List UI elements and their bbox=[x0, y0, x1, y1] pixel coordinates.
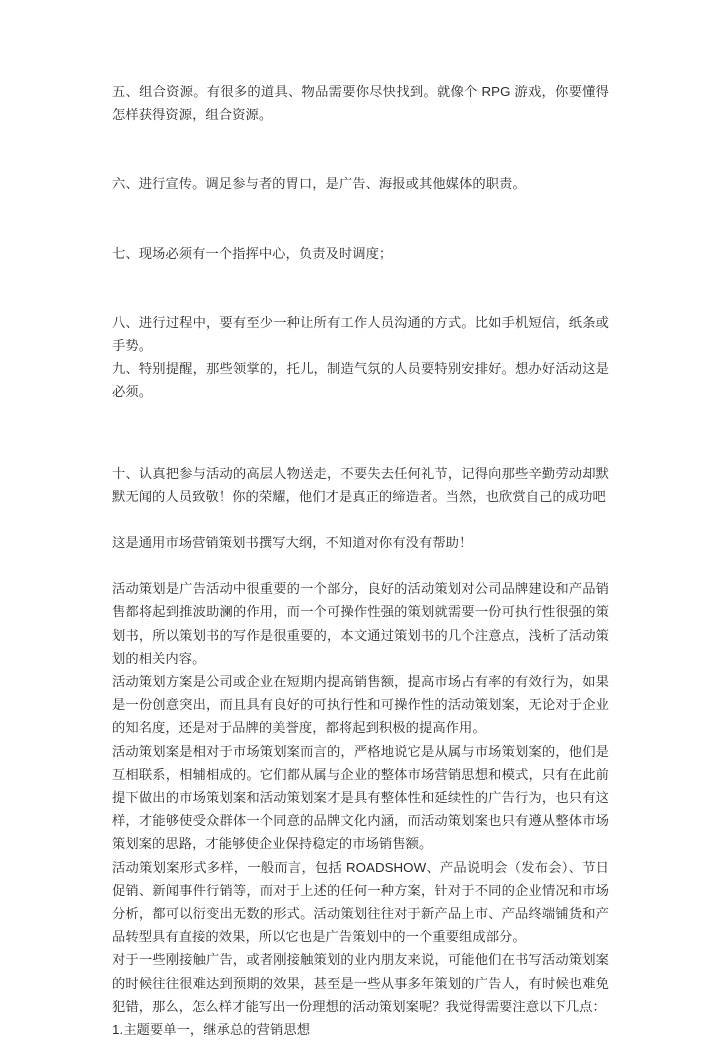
body-paragraph-4: 活动策划案形式多样，一般而言，包括 ROADSHOW、产品说明会（发布会）、节日促销、新闻事件行销等，而对于上述的任何一种方案，针对于不同的企业情况和市场分析，都可以衍变出无数的形式。活动策划往往对于新产品上市、产品终端铺货和产品转型具有直接的效果，所以它也是广告策划中的一个重要组成部分。 bbox=[112, 859, 609, 945]
paragraph-spacer bbox=[112, 404, 609, 462]
paragraph-spacer bbox=[112, 265, 609, 311]
paragraph-spacer bbox=[112, 196, 609, 242]
body-paragraph-2: 活动策划方案是公司或企业在短期内提高销售额，提高市场占有率的有效行为，如果是一份创意突出，而且具有良好的可执行性和可操作性的活动策划案，无论对于企业的知名度，还是对于品牌的美誉度，都将起到积极的提高作用。 bbox=[112, 674, 609, 736]
numbered-point-1: 1.主题要单一，继承总的营销思想 bbox=[112, 1022, 311, 1038]
item-nine: 九、特别提醒，那些领掌的，托儿，制造气氛的人员要特别安排好。想办好活动这是必须。 bbox=[112, 361, 609, 400]
paragraph-spacer bbox=[112, 508, 609, 531]
body-paragraph-5: 对于一些刚接触广告，或者刚接触策划的业内朋友来说，可能他们在书写活动策划案的时候往往很难达到预期的效果，甚至是一些从事多年策划的广告人，有时候也难免犯错，那么，怎么样才能写出一份理想的活动策划案呢？我觉得需要注意以下几点： bbox=[112, 952, 609, 1014]
item-six: 六、进行宣传。调足参与者的胃口，是广告、海报或其他媒体的职责。 bbox=[112, 176, 526, 192]
text-column bbox=[112, 80, 609, 1041]
item-eight: 八、进行过程中，要有至少一种让所有工作人员沟通的方式。比如手机短信，纸条或手势。 bbox=[112, 314, 609, 354]
paragraph-spacer bbox=[112, 126, 609, 172]
body-paragraph-3: 活动策划案是相对于市场策划案而言的，严格地说它是从属与市场策划案的，他们是互相联系，相辅相成的。它们都从属与企业的整体市场营销思想和模式，只有在此前提下做出的市场策划案和活动策划案才是具有整体性和延续性的广告行为，也只有这样，才能够使受众群体一个同意的品牌文化内涵，而活动策划案也只有遵从整体市场策划案的思路，才能够使企业保持稳定的市场销售额。 bbox=[112, 743, 609, 852]
body-paragraph-1: 活动策划是广告活动中很重要的一个部分，良好的活动策划对公司品牌建设和产品销售都将起到推波助澜的作用，而一个可操作性强的策划就需要一份可执行性很强的策划书，所以策划书的写作是很重要的，本文通过策划书的几个注意点，浅析了活动策划的相关内容。 bbox=[112, 581, 609, 666]
item-ten: 十、认真把参与活动的高层人物送走，不要失去任何礼节，记得向那些辛勤劳动却默默无闻的人员致敬！你的荣耀，他们才是真正的缔造者。当然，也欣赏自己的成功吧 bbox=[112, 465, 609, 504]
item-seven: 七、现场必须有一个指挥中心，负责及时调度； bbox=[112, 245, 393, 261]
item-five: 五、组合资源。有很多的道具、物品需要你尽快找到。就像个 RPG 游戏，你要懂得怎样获得资源，组合资源。 bbox=[112, 84, 609, 123]
paragraph-spacer bbox=[112, 554, 609, 577]
closing-note: 这是通用市场营销策划书撰写大纲，不知道对你有没有帮助！ bbox=[112, 535, 473, 551]
